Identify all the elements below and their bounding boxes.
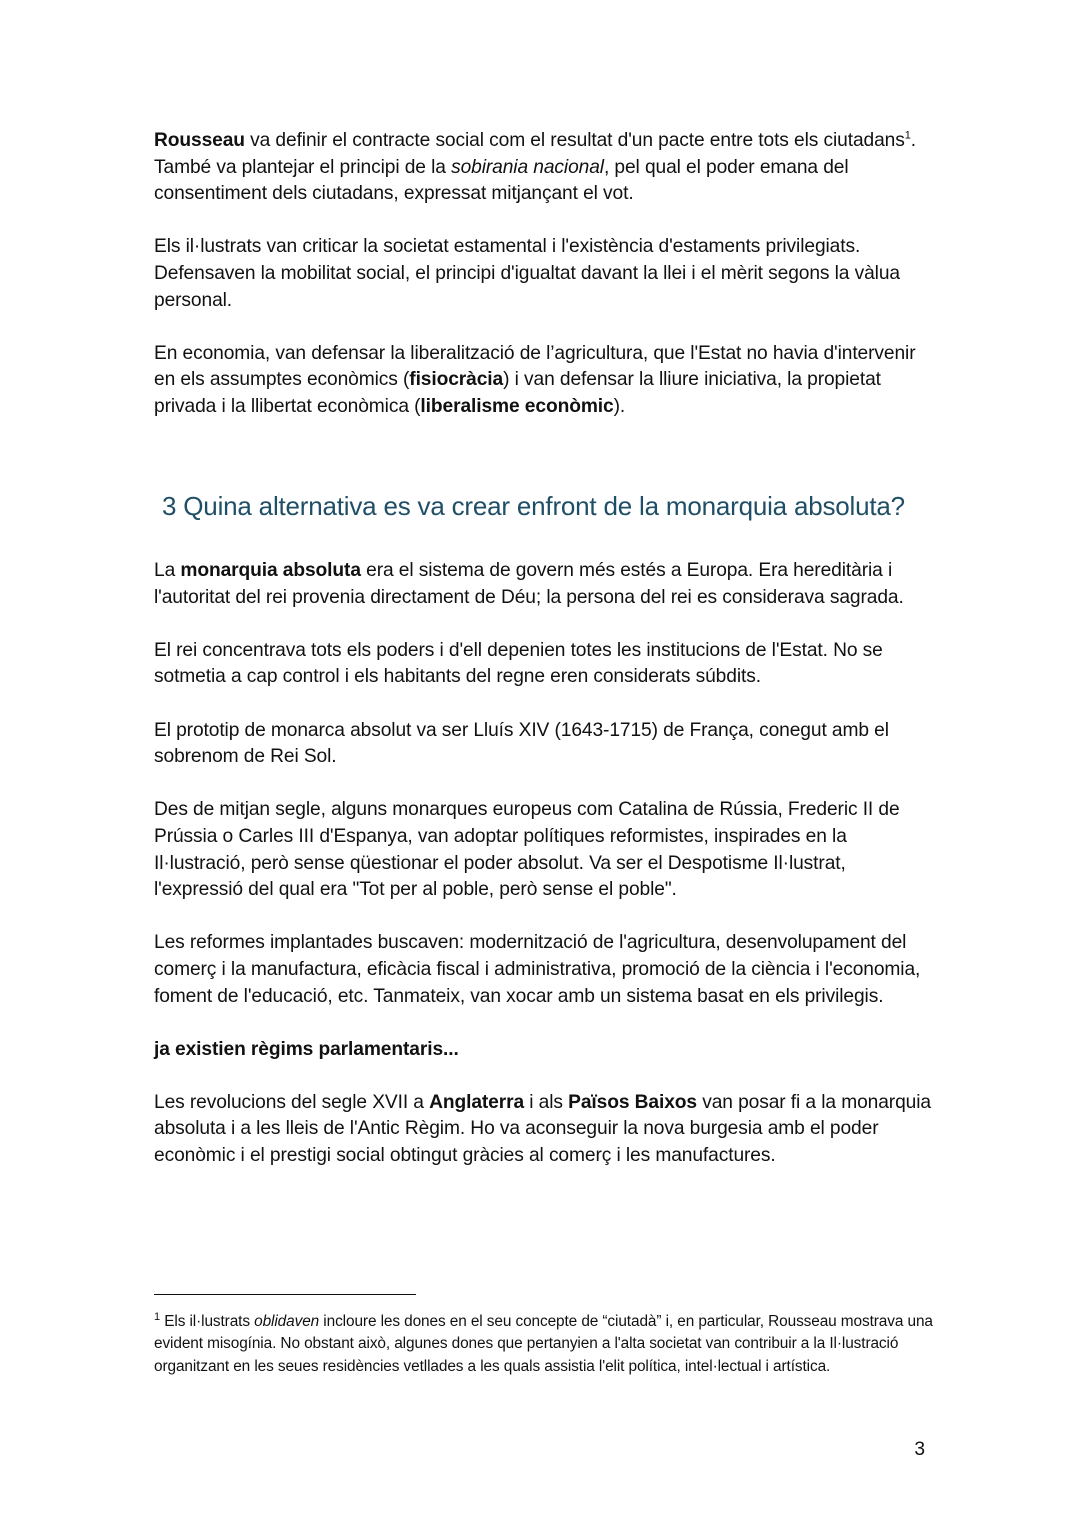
footnote-divider [154, 1294, 416, 1295]
term-fisiocracia: fisiocràcia [409, 369, 504, 391]
term-oblidaven: oblidaven [254, 1313, 320, 1330]
footnote-ref[interactable]: 1 [904, 129, 911, 142]
paragraph-societat-estamental: Els il·lustrats van criticar la societat estamental i l'existència d'estaments privilegiats. Defensaven la mobilitat social, el principi d'igualtat davant la llei i el mèrit segons la vàlua personal. [154, 236, 900, 311]
paragraph-text: En economia, van defensar la liberalització de l’agricultura, que l'Estat no havia d'intervenir en els assumptes econòmics ( [154, 342, 916, 391]
subheading-text: ja existien règims parlamentaris... [154, 1038, 459, 1060]
paragraph-text: i als [524, 1091, 569, 1113]
paragraph-text: ) i van defensar la lliure iniciativa, la propietat privada i la llibertat econòmica ( [154, 369, 881, 417]
paragraph-reformes: Les reformes implantades buscaven: modernització de l'agricultura, desenvolupament del comerç i la manufactura, eficàcia fiscal i administrativa, promoció de la ciència i l'economia, foment de l'educació, etc. Tanmateix, van xocar amb un sistema basat en els privilegis. [154, 932, 921, 1007]
section-heading: 3 Quina alternativa es va crear enfront de la monarquia absoluta? [162, 491, 905, 521]
footnote-text: incloure les dones en el seu concepte de “ciutadà” i, en particular, Rousseau mostrava una evident misogínia. No obstant això, algunes dones que pertanyien a l'alta societat van contribuir a la Il·lustració organitzant en les seues residències vetllades a les quals assistia l'elit política, intel·lectual i artística. [154, 1313, 933, 1375]
footnote [154, 1311, 934, 1378]
paragraph-despotisme-illustrat: Des de mitjan segle, alguns monarques europeus com Catalina de Rússia, Frederic II de Prússia o Carles III d'Espanya, van adoptar polítiques reformistes, inspirades en la Il·lustració, però sense qüestionar el poder absolut. Va ser el Despotisme Il·lustrat, l'expressió del qual era "Tot per al poble, però sense el poble". [154, 799, 900, 901]
page-content [154, 128, 934, 421]
paragraph-lluis-xiv: El prototip de monarca absolut va ser Lluís XIV (1643-1715) de França, conegut amb el sobrenom de Rei Sol. [154, 719, 889, 768]
paragraph-poders-rei: El rei concentrava tots els poders i d'ell depenien totes les institucions de l'Estat. No se sotmetia a cap control i els habitants del regne eren considerats súbdits. [154, 639, 883, 688]
paragraph-text: va definir el contracte social com el resultat d'un pacte entre tots els ciutadans [244, 130, 905, 151]
term-rousseau: Rousseau [154, 130, 245, 151]
subheading-regims-parlamentaris [154, 1037, 934, 1064]
page-number: 3 [914, 1439, 925, 1460]
paragraph-text: van posar fi a la monarquia absoluta i a les lleis de l'Antic Règim. Ho va aconseguir la nova burgesia amb el poder econòmic i el prestigi social obtingut gràcies al comerç i les manufactures. [154, 1091, 931, 1167]
paragraph-text: Les revolucions del segle XVII a [154, 1091, 430, 1113]
paragraph-text: La [154, 560, 181, 581]
footnote-marker: 1 [154, 1310, 161, 1323]
term-liberalisme-economic: liberalisme econòmic [420, 395, 614, 417]
paragraph-text: era el sistema de govern més estés a Europa. Era hereditària i l'autoritat del rei provenia directament de Déu; la persona del rei es considerava sagrada. [154, 560, 904, 608]
paragraph-text: . També va plantejar el principi de la [154, 130, 916, 178]
term-sobirania-nacional: sobirania nacional [451, 156, 604, 178]
footnote-text: Els il·lustrats [160, 1313, 255, 1330]
paragraph-revolucions [154, 1090, 934, 1170]
paragraph-text: ). [613, 395, 626, 417]
paragraph-rousseau [154, 128, 934, 208]
paragraph-economia [154, 341, 934, 421]
term-anglaterra: Anglaterra [429, 1091, 525, 1113]
term-paisos-baixos: Països Baixos [568, 1091, 697, 1113]
term-monarquia-absoluta: monarquia absoluta [180, 560, 361, 581]
section3-content [154, 558, 934, 1170]
paragraph-text: , pel qual el poder emana del consentiment dels ciutadans, expressat mitjançant el vot. [154, 156, 849, 205]
paragraph-monarquia-absoluta [154, 558, 934, 611]
